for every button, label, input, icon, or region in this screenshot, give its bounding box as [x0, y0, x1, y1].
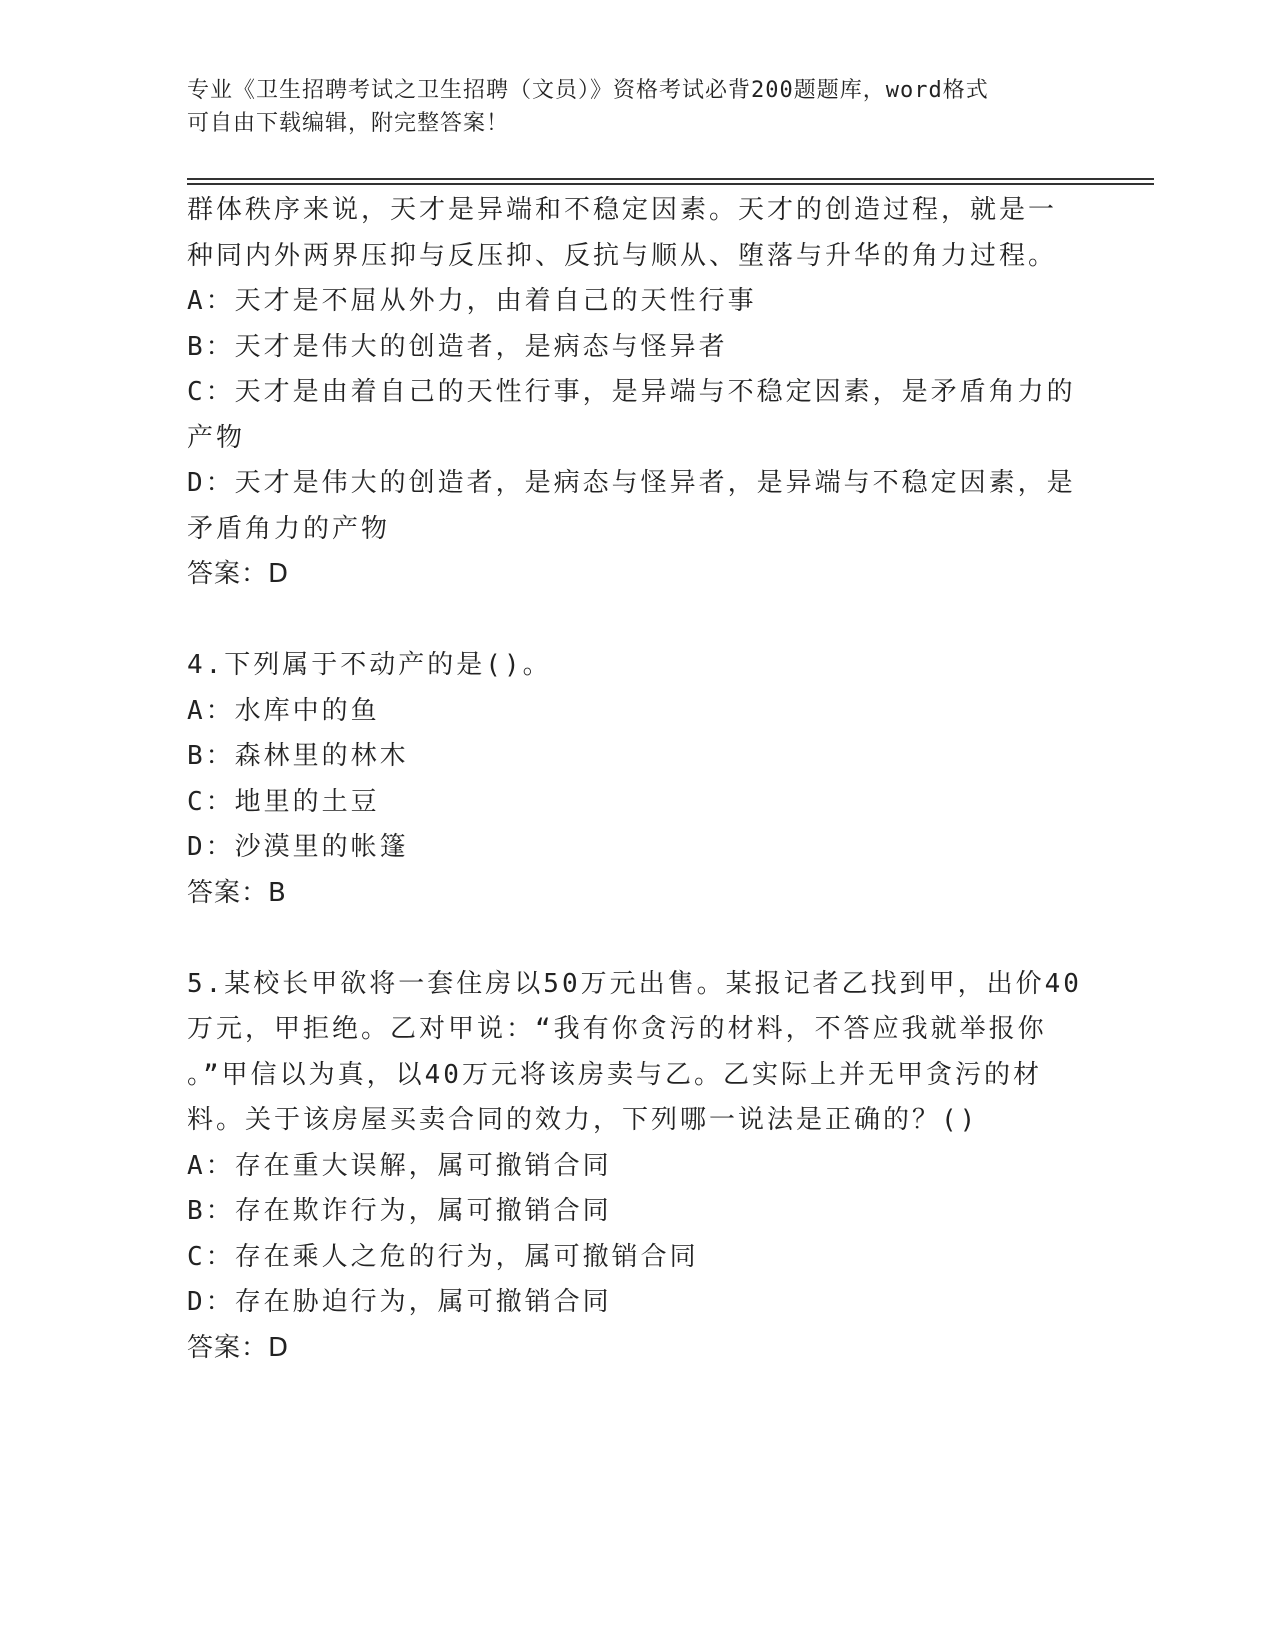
question-3-option-c-line-1: C：天才是由着自己的天性行事，是异端与不稳定因素，是矛盾角力的 — [187, 377, 1076, 407]
document-header — [187, 74, 1087, 140]
question-3 — [187, 188, 1087, 598]
question-5 — [187, 962, 1087, 1372]
spacer — [187, 916, 1087, 962]
question-3-option-d-line-1: D：天才是伟大的创造者，是病态与怪异者，是异端与不稳定因素，是 — [187, 468, 1076, 498]
question-4-stem: 4.下列属于不动产的是()。 — [187, 650, 552, 680]
question-5-option-a: A：存在重大误解，属可撤销合同 — [187, 1150, 612, 1181]
question-4-answer: 答案：B — [187, 877, 287, 908]
question-5-stem-line-2: 万元，甲拒绝。乙对甲说：“我有你贪污的材料，不答应我就举报你 — [187, 1014, 1047, 1044]
document-body — [187, 188, 1087, 1371]
question-3-stem-line-2: 种同内外两界压抑与反压抑、反抗与顺从、堕落与升华的角力过程。 — [187, 240, 1058, 271]
question-5-answer: 答案：D — [187, 1332, 290, 1363]
question-4-option-d: D：沙漠里的帐篷 — [187, 832, 409, 862]
question-5-option-b: B：存在欺诈行为，属可撤销合同 — [187, 1196, 612, 1226]
header-title-line-2: 可自由下载编辑，附完整答案！ — [187, 111, 510, 136]
question-4-option-c: C：地里的土豆 — [187, 786, 380, 817]
question-3-stem-line-1: 群体秩序来说，天才是异端和不稳定因素。天才的创造过程，就是一 — [187, 195, 1058, 225]
question-4 — [187, 643, 1087, 916]
question-5-stem-line-4: 料。关于该房屋买卖合同的效力，下列哪一说法是正确的？() — [187, 1105, 979, 1135]
question-5-option-d: D：存在胁迫行为，属可撤销合同 — [187, 1287, 612, 1317]
header-divider-top — [187, 178, 1154, 180]
question-3-answer: 答案：D — [187, 559, 290, 589]
question-4-option-b: B：森林里的林木 — [187, 741, 409, 771]
question-5-option-c: C：存在乘人之危的行为，属可撤销合同 — [187, 1241, 699, 1272]
question-3-option-a: A：天才是不屈从外力，由着自己的天性行事 — [187, 286, 757, 316]
spacer — [187, 598, 1087, 644]
question-3-option-b: B：天才是伟大的创造者，是病态与怪异者 — [187, 331, 728, 362]
header-divider-bottom — [187, 183, 1154, 185]
question-4-option-a: A：水库中的鱼 — [187, 695, 380, 726]
question-5-stem-line-1: 5.某校长甲欲将一套住房以50万元出售。某报记者乙找到甲，出价40 — [187, 968, 1082, 999]
question-3-option-d-line-2: 矛盾角力的产物 — [187, 513, 391, 544]
question-3-option-c-line-2: 产物 — [187, 422, 246, 453]
question-5-stem-line-3: 。”甲信以为真，以40万元将该房卖与乙。乙实际上并无甲贪污的材 — [187, 1059, 1042, 1090]
header-title-line-1: 专业《卫生招聘考试之卫生招聘（文员）》资格考试必背200题题库，word格式 — [187, 78, 989, 103]
